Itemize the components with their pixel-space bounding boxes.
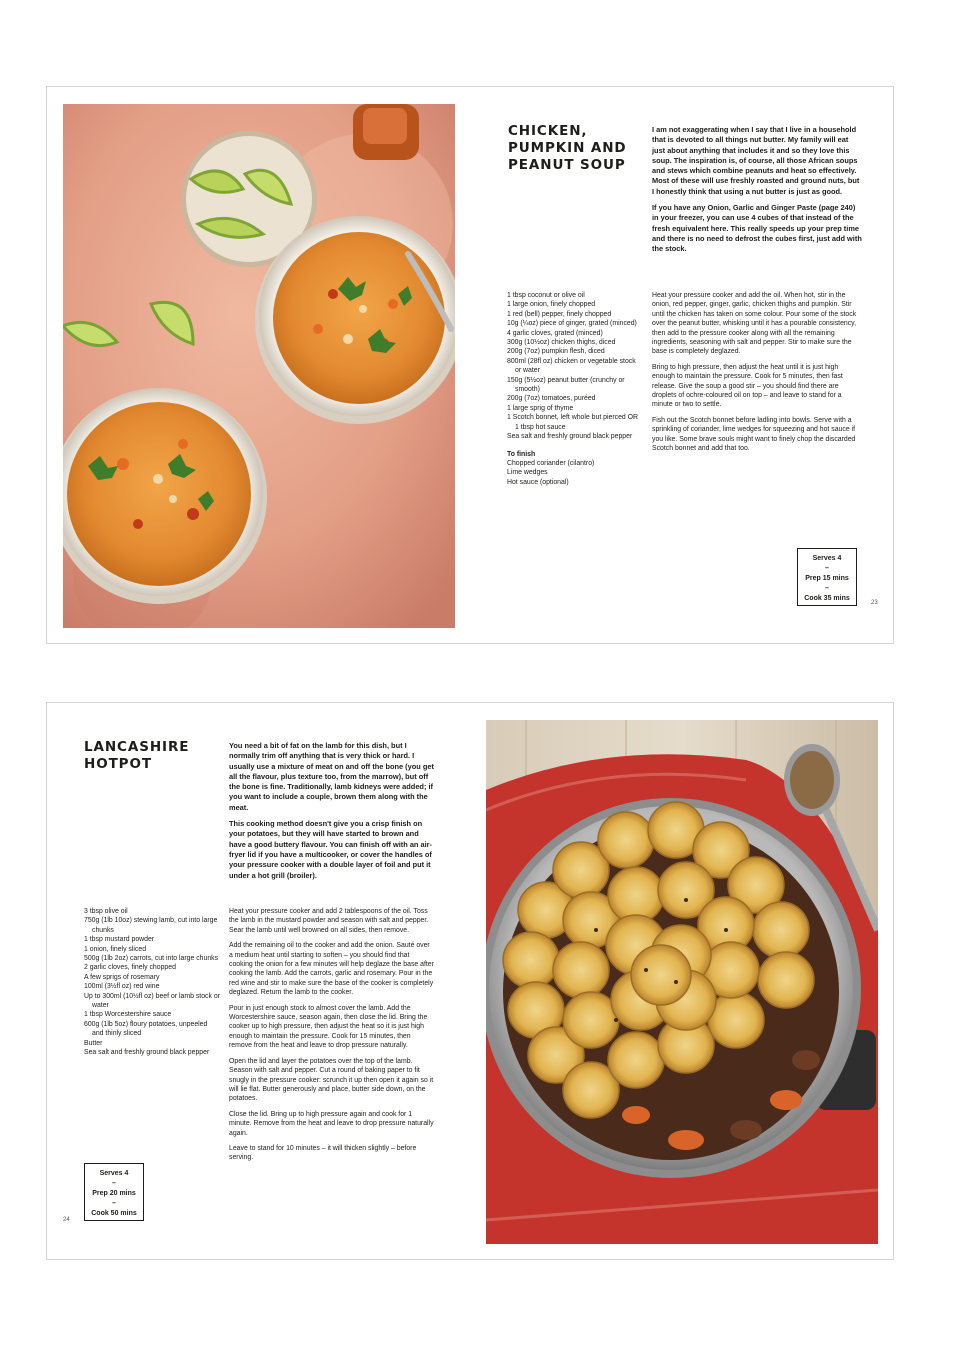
ingredient-item: 800ml (28fl oz) chicken or vegetable stock or water [507,357,636,375]
method-step: Add the remaining oil to the cooker and add the onion. Sauté over a medium heat until starting to soften – you should find that cooking the onion for a few minutes will help deglaze the base after cooking the lamb. Add the carrots, garlic and rosemary. Pour in the red wine and stir to make sure the base of the cooker is completely deglazed. Return the lamb to the cooker. [229,942,434,997]
soup-title [508,123,648,174]
intro-paragraph: This cooking method doesn't give you a crisp finish on your potatoes, but they will have started to brown and have a good buttery flavour. You can finish off with an air-fryer lid if you have a multicooker, or cover the handles of your pressure cooker with a double layer of foil and put it under a hot grill (broiler). [229,819,432,880]
ingredient-item: 1 red (bell) pepper, finely chopped [507,310,612,318]
ingredient-item: 200g (7oz) tomatoes, puréed [507,395,596,403]
ingredient-item: Sea salt and freshly ground black pepper [507,433,633,441]
soup-timing-box [797,548,857,606]
ingredient-item: 4 garlic cloves, grated (minced) [507,329,603,337]
method-step: Bring to high pressure, then adjust the heat until it is just high enough to maintain the pressure. Cook for 5 minutes, then fast release. Give the soup a good stir – you should find there are droplets of ochre-coloured oil on top – and leave to stand for a minute or two to settle. [652,363,843,409]
soup-bowls-illustration [63,104,455,628]
timing-dash: – [825,585,829,592]
hotpot-timing-box [84,1163,144,1221]
ingredient-item: 10g (¼oz) piece of ginger, grated (minced) [507,320,637,328]
intro-paragraph: I am not exaggerating when I say that I live in a household that is devoted to all things nut butter. My family will eat just about anything that includes it and so they love this soup. The inspiration is, of course, all those African soups and stews which combine peanuts and heat so effectively. Most of these will use freshly roasted and ground nuts, but I honestly think that using a nut butter is just as good. [652,125,860,196]
serves-text: Serves 4 [812,555,842,562]
finish-item: Hot sauce (optional) [507,478,569,486]
ingredient-item: 1 tbsp coconut or olive oil [507,292,585,299]
method-step: Fish out the Scotch bonnet before ladling into bowls. Serve with a sprinkling of coriander, lime wedges for squeezing and hot sauce if you like. Some brave souls might want to finely chop the discarded Scotch bonnet and add that too. [652,416,856,453]
ingredient-item: 500g (1lb 2oz) carrots, cut into large chunks [84,955,219,963]
finish-item: Lime wedges [507,469,548,477]
ingredient-item: Butter [84,1039,103,1047]
timing-dash: – [112,1200,116,1207]
ingredient-item: 1 large sprig of thyme [507,404,574,412]
soup-spread [46,86,894,644]
ingredient-item: 1 tbsp mustard powder [84,936,155,944]
timing-dash: – [825,565,829,572]
ingredient-item: Up to 300ml (10½fl oz) beef or lamb stock or water [84,992,220,1010]
hotpot-method [229,907,435,1169]
cook-time-text: Cook 50 mins [91,1210,137,1217]
intro-paragraph: You need a bit of fat on the lamb for this dish, but I normally trim off anything that is very thick or hard. I usually use a mixture of meat on and off the bone (you get all the flavour, plus texture too, from the marrow), but off the bone is fine. Traditionally, lamb kidneys were added; if you want to include a couple, brown them along with the meat. [229,741,434,812]
title-line: HOTPOT [84,756,152,772]
method-step: Heat your pressure cooker and add 2 tablespoons of the oil. Toss the lamb in the mustard powder and season with salt and pepper. Sear the lamb until well browned on all sides, then remove. [229,908,429,934]
timing-dash: – [112,1180,116,1187]
soup-method [652,291,857,460]
hotpot-photo [486,720,878,1244]
method-step: Pour in just enough stock to almost cover the lamb. Add the Worcestershire sauce, season again, then close the lid. Bring the cooker up to high pressure, then adjust the heat so it is just high enough to maintain the pressure. Cook for 15 minutes, then remove from the heat and leave to drop pressure naturally. [229,1004,428,1050]
ingredient-item: 200g (7oz) pumpkin flesh, diced [507,348,605,356]
intro-paragraph: If you have any Onion, Garlic and Ginger Paste (page 240) in your freezer, you can use 4 cubes of that instead of the fresh equivalent here. This really speeds up your prep time and there is no need to defrost the cubes first, just add with the stock. [652,203,862,254]
soup-intro [652,125,862,261]
hotpot-title [84,739,224,773]
title-line: CHICKEN, [508,123,588,139]
prep-time-text: Prep 20 mins [92,1190,136,1197]
ingredient-item: 2 garlic cloves, finely chopped [84,964,176,972]
ingredient-item: 1 Scotch bonnet, left whole but pierced OR 1 tbsp hot sauce [507,414,638,431]
hotpot-spread [46,702,894,1260]
page-number: 24 [63,1217,70,1223]
serves-text: Serves 4 [99,1170,129,1177]
ingredient-item: 100ml (3½fl oz) red wine [84,983,160,991]
method-step: Leave to stand for 10 minutes – it will thicken slightly – before serving. [229,1144,417,1162]
title-line: PUMPKIN AND [508,140,627,156]
ingredient-item: Sea salt and freshly ground black pepper [84,1049,210,1057]
ingredient-item: 300g (10½oz) chicken thighs, diced [507,339,616,347]
method-step: Heat your pressure cooker and add the oil. When hot, stir in the onion, red pepper, ginger, garlic, chicken thighs and pumpkin. Stir until the chicken has taken on some colour. Pour some of the stock over the peanut butter, whisking until it has a pourable consistency, then add to the pressure cooker along with all the remaining ingredients, seasoning with salt and pepper. Stir to make sure the base is completely deglazed. [652,292,857,356]
method-step: Close the lid. Bring up to high pressure again and cook for 1 minute. Remove from the heat and leave to drop pressure naturally again. [229,1110,434,1137]
ingredient-item: 150g (5½oz) peanut butter (crunchy or smooth) [507,376,625,394]
soup-ingredients-list [507,291,643,487]
title-line: PEANUT SOUP [508,157,626,173]
ingredient-item: 3 tbsp olive oil [84,908,128,915]
cook-time-text: Cook 35 mins [804,595,850,602]
ingredient-item: 1 large onion, finely chopped [507,301,596,309]
ingredient-item: 1 onion, finely sliced [84,945,147,953]
finish-item: Chopped coriander (cilantro) [507,459,595,467]
ingredient-item: 1 tbsp Worcestershire sauce [84,1011,172,1019]
page-number: 23 [871,600,878,606]
hotpot-pan-illustration [486,720,878,1244]
hotpot-ingredients-list [84,907,220,1058]
ingredient-item: A few sprigs of rosemary [84,973,160,981]
title-line: LANCASHIRE [84,739,190,755]
ingredient-item: 600g (1lb 5oz) floury potatoes, unpeeled and thinly sliced [84,1020,208,1038]
method-step: Open the lid and layer the potatoes over the top of the lamb. Season with salt and pepper. Cut a round of baking paper to fit snugly in the pressure cooker: scrunch it up then open it again so it will lie flat. Butter generously and place, butter side down, on the potatoes. [229,1057,434,1103]
finish-heading: To finish [507,450,536,458]
hotpot-intro [229,741,435,887]
soup-photo [63,104,455,628]
ingredient-item: 750g (1lb 10oz) stewing lamb, cut into large chunks [84,917,218,934]
prep-time-text: Prep 15 mins [805,575,849,582]
